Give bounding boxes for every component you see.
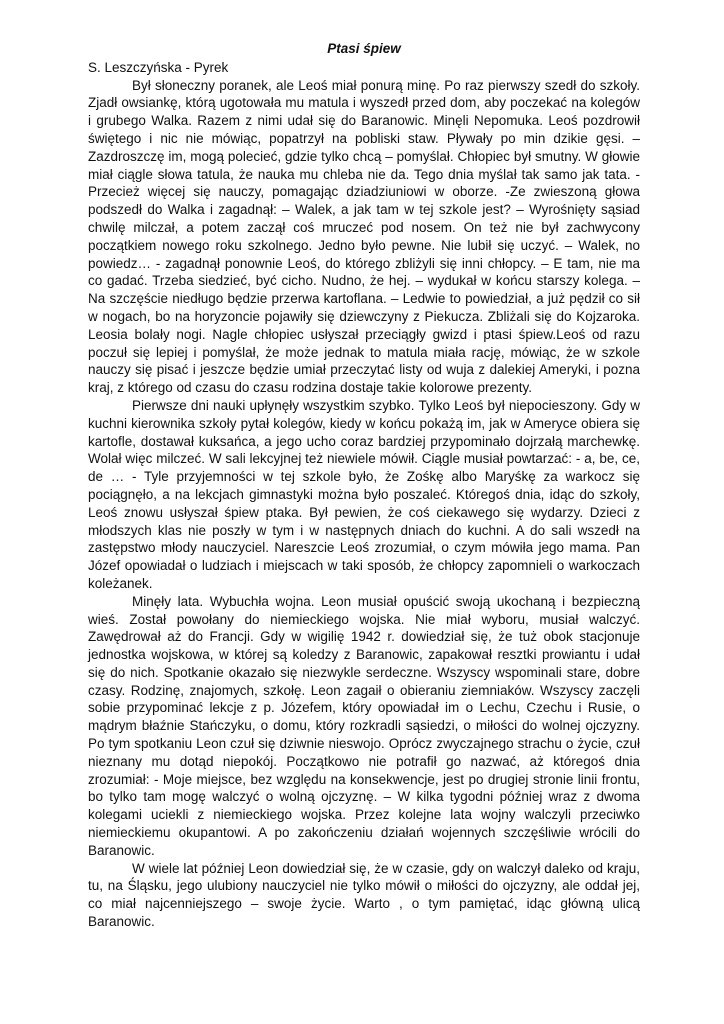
author-line: S. Leszczyńska - Pyrek: [88, 59, 229, 75]
paragraph: Był słoneczny poranek, ale Leoś miał ponurą minę. Po raz pierwszy szedł do szkoły. Zjadł owsiankę, którą ugotowała mu matula i wyszedł przed dom, aby poczekać na kolegów i grubego Walka. Razem z nimi udał się do Baranowic. Minęli Nepomuka. Leoś pozdrowił świętego i nic nie mówiąc, popatrzył na pobliski staw. Pływały po min dzikie gęsi. – Zazdroszczę im, mogą polecieć, gdzie tylko chcą – pomyślał. Chłopiec był smutny. W głowie miał ciągle słowa tatula, że nauka mu chleba nie da. Tego dnia myślał tak samo jak tata. - Przecież więcej się nauczy, pomagając dziadziuniowi w oborze. -Ze zwieszoną głowa podszedł do Walka i zagadnął: – Walek, a jak tam w tej szkole jest? – Wyrośnięty sąsiad chwilę milczał, a potem zaczął coś mruczeć pod nosem. On też nie był zachwycony początkiem nowego roku szkolnego. Jedno było pewne. Nie lubił się uczyć. – Walek, no powiedz… - zagadnął ponownie Leoś, do którego zbliżyli się inni chłopcy. – E tam, nie ma co gadać. Trzeba siedzieć, być cicho. Nudno, że hej. – wydukał w końcu starszy kolega. – Na szczęście niedługo będzie przerwa kartoflana. – Ledwie to powiedział, a już pędził co sił w nogach, bo na horyzoncie pojawiły się dziewczyny z Piekucza. Zbliżali się do Kojzaroka. Leosia bolały nogi. Nagle chłopiec usłyszał przeciągły gwizd i ptasi śpiew.Leoś od razu poczuł się lepiej i pomyślał, że może jednak to matula miała rację, mówiąc, że w szkole nauczy się pisać i jeszcze będzie umiał przeczytać listy od wuja z dalekiej Ameryki, i pozna kraj, z którego od czasu do czasu rodzina dostaje takie kolorowe prezenty.: [88, 77, 640, 396]
document-page: [88, 40, 640, 931]
paragraph: Minęły lata. Wybuchła wojna. Leon musiał opuścić swoją ukochaną i bezpieczną wieś. Został powołany do niemieckiego wojska. Nie miał wyboru, musiał walczyć. Zawędrował aż do Francji. Gdy w wigilię 1942 r. dowiedział się, że tuż obok stacjonuje jednostka wojskowa, w której są koledzy z Baranowic, zapakował resztki prowiantu i udał się do nich. Spotkanie okazało się niezwykle serdeczne. Wszyscy wspominali stare, dobre czasy. Rodzinę, znajomych, szkołę. Leon zagaił o obieraniu ziemniaków. Wszyscy zaczęli sobie przypominać lekcje z p. Józefem, który opowiadał im o Lechu, Czechu i Rusie, o mądrym błaźnie Stańczyku, o domu, który rozkradli sąsiedzi, o miłości do wolnej ojczyzny. Po tym spotkaniu Leon czuł się dziwnie nieswojo. Oprócz zwyczajnego strachu o życie, czuł nieznany mu dotąd niepokój. Początkowo nie potrafił go nazwać, aż któregoś dnia zrozumiał: - Moje miejsce, bez względu na konsekwencje, jest po drugiej stronie linii frontu, bo tylko tam mogę walczyć o wolną ojczyznę. – W kilka tygodni później wraz z dwoma kolegami uciekli z niemieckiego wojska. Przez kolejne lata wojny walczyli przeciwko niemieckiemu okupantowi. A po zakończeniu działań wojennych szczęśliwie wrócili do Baranowic.: [88, 593, 640, 858]
document-title: Ptasi śpiew: [327, 41, 401, 56]
paragraph: Pierwsze dni nauki upłynęły wszystkim szybko. Tylko Leoś był niepocieszony. Gdy w kuchni kierownika szkoły pytał kolegów, kiedy w końcu pokażą im, jak w Ameryce obiera się kartofle, dostawał kuksańca, a jego ucho coraz bardziej przypominało dojrzałą marchewkę. Wolał więc milczeć. W sali lekcyjnej też niewiele mówił. Ciągle musiał powtarzać: - a, be, ce, de … - Tyle przyjemności w tej szkole było, że Zośkę albo Maryśkę za warkocz się pociągnęło, a na lekcjach gimnastyki można było poszaleć. Któregoś dnia, idąc do szkoły, Leoś znowu usłyszał śpiew ptaka. Był pewien, że coś ciekawego się wydarzy. Dzieci z młodszych klas nie poszły w tym i w następnych dniach do kuchni. A do sali wszedł na zastępstwo młody nauczyciel. Nareszcie Leoś zrozumiał, o czym mówiła jego mama. Pan Józef opowiadał o ludziach i miejscach w taki sposób, że chłopcy zapomnieli o warkoczach koleżanek.: [88, 397, 640, 591]
paragraph: W wiele lat później Leon dowiedział się, że w czasie, gdy on walczył daleko od kraju, tu, na Śląsku, jego ulubiony nauczyciel nie tylko mówił o miłości do ojczyzny, ale oddał jej, co miał najcenniejszego – swoje życie. Warto , o tym pamiętać, idąc główną ulicą Baranowic.: [88, 860, 640, 930]
